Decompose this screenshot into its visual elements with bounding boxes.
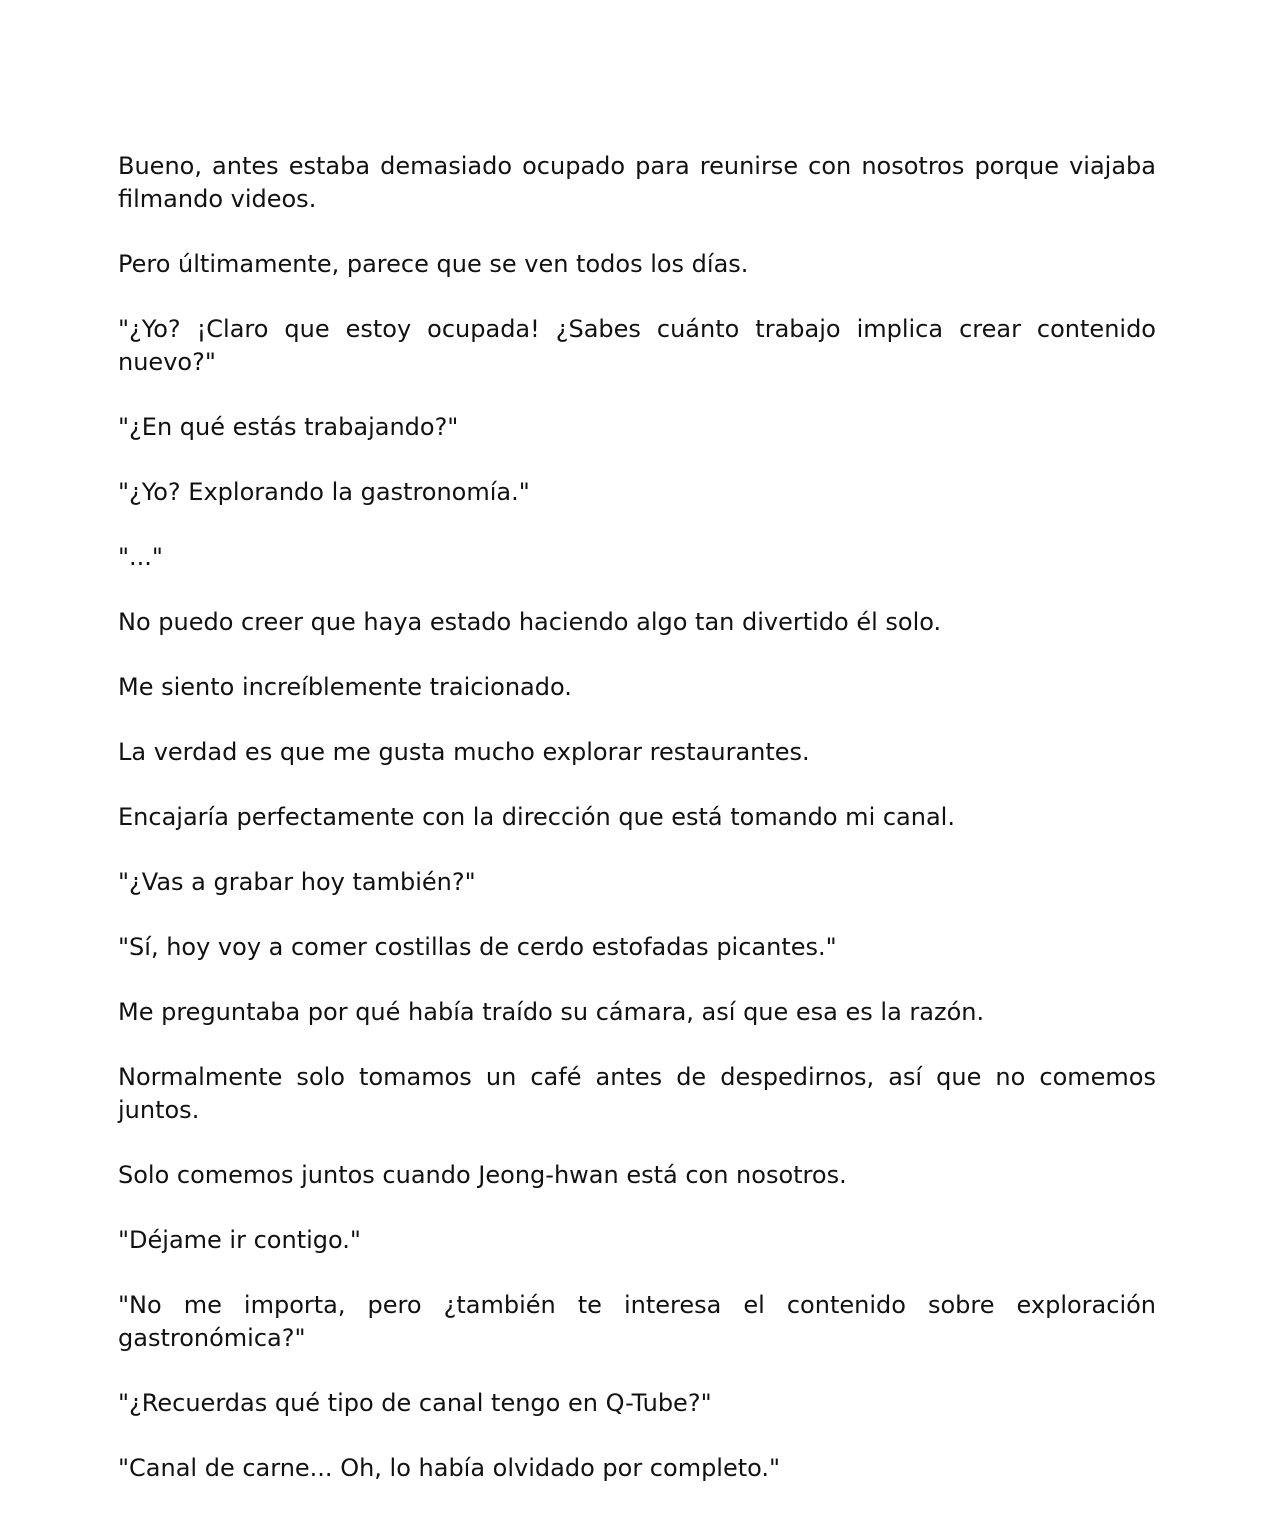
paragraph: Solo comemos juntos cuando Jeong-hwan está con nosotros. (118, 1161, 847, 1189)
paragraph: Normalmente solo tomamos un café antes de despedirnos, así que no comemos juntos. (118, 1063, 1156, 1124)
paragraph: "Déjame ir contigo." (118, 1226, 361, 1254)
paragraph: No puedo creer que haya estado haciendo algo tan divertido él solo. (118, 608, 942, 636)
paragraph: "¿Yo? ¡Claro que estoy ocupada! ¿Sabes cuánto trabajo implica crear contenido nuevo?" (118, 315, 1156, 376)
paragraph: "¿Vas a grabar hoy también?" (118, 868, 476, 896)
paragraph: "¿Yo? Explorando la gastronomía." (118, 478, 530, 506)
paragraph: Me preguntaba por qué había traído su cámara, así que esa es la razón. (118, 998, 985, 1026)
paragraph: "¿En qué estás trabajando?" (118, 413, 459, 441)
paragraph: Me siento increíblemente traicionado. (118, 673, 572, 701)
paragraph: "No me importa, pero ¿también te interesa el contenido sobre exploración gastronómica?" (118, 1291, 1156, 1352)
paragraph: Pero últimamente, parece que se ven todos los días. (118, 250, 749, 278)
paragraph: "¿Recuerdas qué tipo de canal tengo en Q-Tube?" (118, 1389, 712, 1417)
paragraph: "Canal de carne... Oh, lo había olvidado por completo." (118, 1454, 781, 1482)
paragraph: Encajaría perfectamente con la dirección que está tomando mi canal. (118, 803, 955, 831)
paragraph: "..." (118, 543, 163, 571)
paragraph: "Sí, hoy voy a comer costillas de cerdo estofadas picantes." (118, 933, 837, 961)
document-page (118, 150, 1156, 1517)
paragraph: Bueno, antes estaba demasiado ocupado para reunirse con nosotros porque viajaba filmando videos. (118, 152, 1156, 213)
paragraph: La verdad es que me gusta mucho explorar restaurantes. (118, 738, 810, 766)
